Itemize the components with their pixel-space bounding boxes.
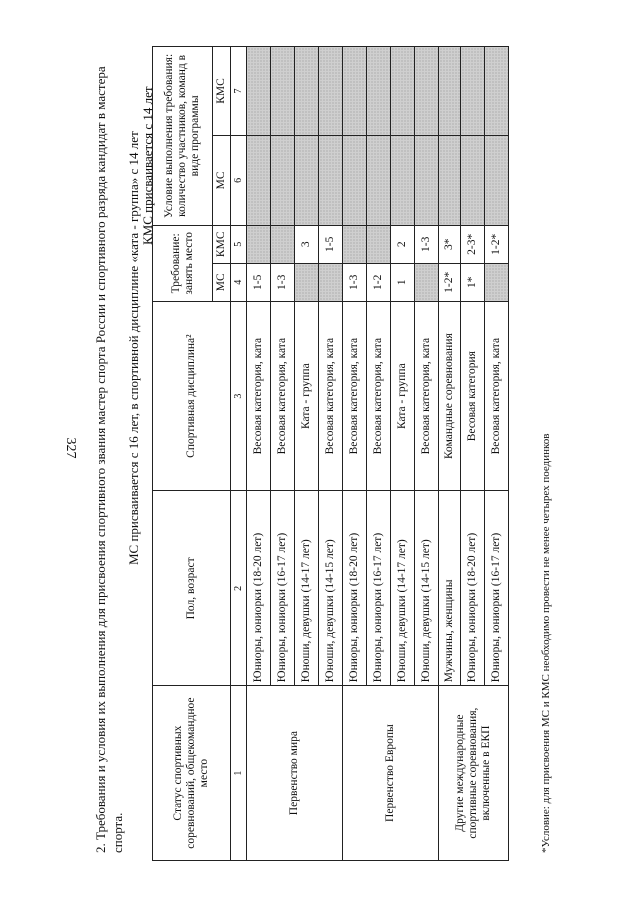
place-kms-cell: 3* (439, 225, 461, 263)
age-cell: Юноши, девушки (14-17 лет) (295, 491, 319, 686)
cond-ms-cell (295, 135, 319, 225)
col-num-7: 7 (231, 47, 247, 136)
cond-ms-cell (271, 135, 295, 225)
footnote: *Условие: для присвоения МС и КМС необходимо провести не менее четырех поединков (540, 433, 552, 853)
place-kms-cell (271, 225, 295, 263)
status-cell: Первенство мира (247, 686, 343, 861)
age-cell: Юниоры, юниорки (16-17 лет) (367, 491, 391, 686)
cond-kms-cell (271, 47, 295, 136)
cond-ms-cell (343, 135, 367, 225)
cond-ms-cell (415, 135, 439, 225)
header-kms-2: КМС (213, 47, 231, 136)
age-cell: Юноши, девушки (14-15 лет) (415, 491, 439, 686)
page-number: 327 (63, 437, 78, 459)
cond-kms-cell (461, 47, 485, 136)
discipline-cell: Весовая категория, ката (343, 301, 367, 491)
header-age: Пол, возраст (153, 491, 231, 686)
age-cell: Юниоры, юниорки (16-17 лет) (271, 491, 295, 686)
place-ms-cell: 1-2* (439, 263, 461, 301)
col-num-1: 1 (231, 686, 247, 861)
place-ms-cell (319, 263, 343, 301)
cond-ms-cell (461, 135, 485, 225)
requirements-table (152, 46, 509, 861)
subtitle-ms: МС присваивается с 16 лет, в спортивной дисциплине «ката - группа» с 14 лет (126, 131, 141, 565)
cond-ms-cell (367, 135, 391, 225)
place-kms-cell: 1-2* (485, 225, 509, 263)
col-num-6: 6 (231, 135, 247, 225)
cond-kms-cell (343, 47, 367, 136)
col-num-3: 3 (231, 301, 247, 491)
age-cell: Юниоры, юниорки (16-17 лет) (485, 491, 509, 686)
cond-kms-cell (391, 47, 415, 136)
header-kms: КМС (213, 225, 231, 263)
cond-kms-cell (439, 47, 461, 136)
col-num-4: 4 (231, 263, 247, 301)
cond-kms-cell (247, 47, 271, 136)
discipline-cell: Командные соревнования (439, 301, 461, 491)
header-discipline: Спортивная дисциплина² (153, 301, 231, 491)
status-cell: Первенство Европы (343, 686, 439, 861)
age-cell: Юниоры, юниорки (18-20 лет) (461, 491, 485, 686)
age-cell: Юниоры, юниорки (18-20 лет) (343, 491, 367, 686)
place-kms-cell: 2-3* (461, 225, 485, 263)
col-num-5: 5 (231, 225, 247, 263)
cond-kms-cell (485, 47, 509, 136)
age-cell: Мужчины, женщины (439, 491, 461, 686)
discipline-cell: Весовая категория, ката (271, 301, 295, 491)
place-kms-cell: 2 (391, 225, 415, 263)
discipline-cell: Ката - группа (391, 301, 415, 491)
cond-kms-cell (415, 47, 439, 136)
place-kms-cell: 1-3 (415, 225, 439, 263)
status-cell: Другие международные спортивные соревнования, включенные в ЕКП (439, 686, 509, 861)
age-cell: Юноши, девушки (14-15 лет) (319, 491, 343, 686)
cond-kms-cell (319, 47, 343, 136)
place-kms-cell (247, 225, 271, 263)
header-ms: МС (213, 263, 231, 301)
table-row (247, 47, 271, 861)
intro-text: 2. Требования и условия их выполнения для присвоения спортивного звания мастер спорта России и спортивного разряда кандидат в мастера спорта. (93, 66, 125, 853)
cond-ms-cell (319, 135, 343, 225)
age-cell: Юноши, девушки (14-17 лет) (391, 491, 415, 686)
header-place: Требование: занять место (153, 225, 213, 301)
discipline-cell: Весовая категория, ката (319, 301, 343, 491)
place-ms-cell (295, 263, 319, 301)
discipline-cell: Весовая категория (461, 301, 485, 491)
place-kms-cell (343, 225, 367, 263)
discipline-cell: Весовая категория, ката (247, 301, 271, 491)
cond-ms-cell (439, 135, 461, 225)
place-ms-cell: 1-3 (271, 263, 295, 301)
place-ms-cell: 1-5 (247, 263, 271, 301)
discipline-cell: Ката - группа (295, 301, 319, 491)
discipline-cell: Весовая категория, ката (367, 301, 391, 491)
place-ms-cell: 1-2 (367, 263, 391, 301)
place-kms-cell: 3 (295, 225, 319, 263)
place-ms-cell: 1* (461, 263, 485, 301)
col-num-2: 2 (231, 491, 247, 686)
table-row (439, 47, 461, 861)
header-status: Статус спортивных соревнований, общекомандное место (153, 686, 231, 861)
cond-ms-cell (247, 135, 271, 225)
place-kms-cell: 1-5 (319, 225, 343, 263)
discipline-cell: Весовая категория, ката (415, 301, 439, 491)
header-ms-2: МС (213, 135, 231, 225)
place-ms-cell (415, 263, 439, 301)
rotated-content (92, 40, 612, 865)
place-ms-cell: 1 (391, 263, 415, 301)
cond-kms-cell (367, 47, 391, 136)
place-ms-cell (485, 263, 509, 301)
place-ms-cell: 1-3 (343, 263, 367, 301)
header-condition: Условие выполнения требования: количество участников, команд в виде программы (153, 47, 213, 226)
cond-kms-cell (295, 47, 319, 136)
discipline-cell: Весовая категория, ката (485, 301, 509, 491)
subtitle-kms: КМС присваивается с 14 лет (140, 86, 155, 245)
table-row (343, 47, 367, 861)
cond-ms-cell (485, 135, 509, 225)
cond-ms-cell (391, 135, 415, 225)
age-cell: Юниоры, юниорки (18-20 лет) (247, 491, 271, 686)
place-kms-cell (367, 225, 391, 263)
